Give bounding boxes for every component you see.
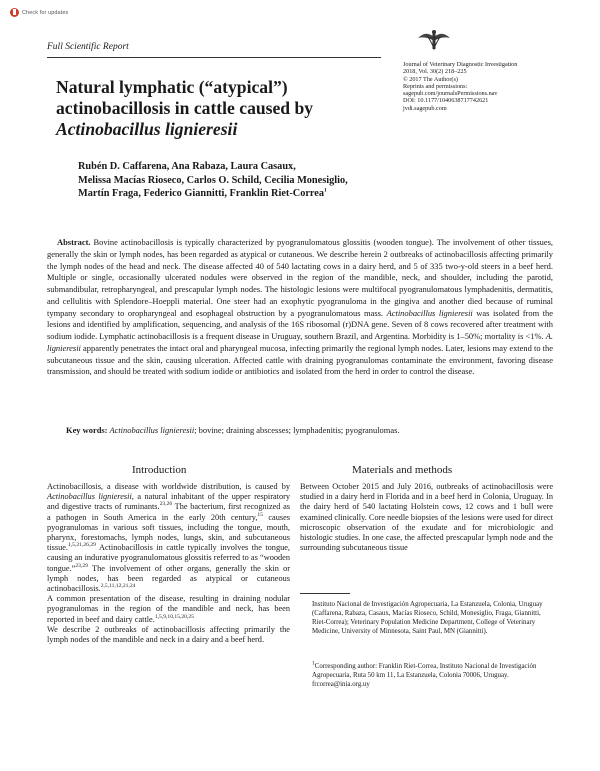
intro-text: Actinobacillosis, a disease with worldwide distribution, is caused by	[47, 482, 290, 491]
journal-name: Journal of Veterinary Diagnostic Investigation	[403, 61, 518, 68]
methods-heading: Materials and methods	[352, 464, 453, 476]
crossmark-badge[interactable]	[10, 8, 68, 17]
report-type: Full Scientific Report	[47, 42, 129, 52]
journal-url[interactable]: jvdi.sagepub.com	[403, 104, 447, 112]
abstract-species: Actinobacillus lignieresii	[386, 307, 473, 318]
footnote-mark: 1	[312, 660, 315, 667]
intro-paragraph	[47, 482, 290, 594]
crossmark-label: Check for updates	[22, 9, 69, 16]
citation[interactable]: 15	[257, 511, 263, 518]
citation[interactable]: 23,29	[75, 562, 88, 569]
journal-volume: 2018, Vol. 30(2) 218–225	[403, 68, 467, 76]
affiliation-footnote: Instituto Nacional de Investigación Agropecuaria, La Estanzuela, Colonia, Uruguay (Caffarena, Rabaza, Casaux, Macías Rioseco, Schild, Monesiglio, Fraga, Giannitti, Riet-Correa); Veterinary Population Medicine Department, College of Veterinary Medicine, University of Minnesota, Saint Paul, MN (Giannitti).	[312, 601, 543, 636]
abstract-label: Abstract.	[57, 237, 91, 247]
article-title	[56, 77, 356, 140]
permissions-link[interactable]: sagepub.com/journalsPermissions.nav	[403, 90, 498, 98]
author-line: Rubén D. Caffarena, Ana Rabaza, Laura Casaux,	[78, 161, 296, 172]
abstract	[47, 237, 553, 378]
citation[interactable]: 23,26	[159, 501, 173, 508]
intro-text: causes pyogranulomas in various soft tissues, including the tongue, mouth, pharynx, forestomachs, lymph nodes, lungs, skin, and subcutaneous tissue.	[47, 512, 290, 553]
citation[interactable]: 1,5,21,26,29	[67, 542, 96, 549]
title-text: Natural lymphatic (“atypical”) actinobacillosis in cattle caused by	[56, 77, 314, 118]
keywords-label: Key words:	[66, 425, 108, 435]
header-divider	[47, 57, 381, 58]
intro-text: Actinobacillosis in cattle typically involves the tongue, causing an indurative pyogranulomatous glossitis referred to as “wooden tongue.”	[47, 543, 290, 573]
copyright: © 2017 The Author(s)	[403, 75, 458, 83]
abstract-text: Bovine actinobacillosis is typically characterized by pyogranulomatous glossitis (wooden tongue). The involvement of other tissues, generally the skin or lymph nodes, has been regarded as atypical or cutaneous. We describe herein 2 outbreaks of actinobacillosis affecting primarily the lymph nodes of the head and neck. The disease affected 40 of 540 lactating cows in a dairy herd, and 5 of 335 two-y-old steers in a beef herd. Multiple or single, occasionally ulcerated nodules were observed in the region of the mandible, neck, and shoulder, including the parotid, submandibular, retropharyngeal, and prescapular lymph nodes. The histologic lesions were multifocal pyogranulomatous lymphadenitis, dermatitis, and cellulitis with Splendore–Hoeppli material. One steer had an exophytic pyogranuloma in the gingiva and another died because of ruminal tympany secondary to oropharyngeal and esophageal obstruction by a pyogranulomatous mass.	[47, 237, 553, 318]
keywords-list: ; bovine; draining abscesses; lymphadenitis; pyogranulomas.	[194, 425, 400, 435]
keywords	[66, 425, 553, 437]
intro-text: The bacterium, first recognized as a pathogen in South America in the early 20th century,	[47, 502, 290, 522]
introduction-heading: Introduction	[132, 464, 187, 476]
crossmark-icon	[10, 8, 19, 17]
abstract-text: was isolated from the lesions and identified by amplification, sequencing, and analysis of the 16S ribosomal (r)DNA gene. Seven of 8 cows recovered after treatment with sodium iodide. Lymphatic actinobacillosis is a frequent disease in Uruguay, southern Brazil, and Argentina. Morbidity is 1–50%; mortality is <1%.	[47, 307, 554, 341]
intro-species: Actinobacillus lignieresii	[47, 492, 132, 502]
author-footnote-mark: 1	[324, 187, 327, 194]
intro-text: , a natural inhabitant of the upper respiratory and digestive tracts of ruminants.	[47, 492, 291, 512]
citation[interactable]: 1,5,9,10,15,20,25	[154, 613, 194, 620]
author-line: Melissa Macías Rioseco, Carlos O. Schild, Cecilia Monesiglio,	[78, 174, 348, 186]
keyword-species: Actinobacillus lignieresii	[107, 425, 195, 435]
journal-info	[403, 61, 593, 112]
introduction-body	[47, 482, 290, 645]
author-list	[78, 160, 498, 201]
abstract-text: apparently penetrates the intact oral and pharyngeal mucosa, infecting primarily the regional lymph nodes. Later, lesions may extend to the subcutaneous tissue and the skin, causing ulceration. Affected cattle with draining pyogranulomas contaminate the environment, favoring disease transmission, and should be treated with sodium iodide or antibiotics and isolated from the herd in order to control the disease.	[47, 342, 553, 377]
abstract-species-short: A. lignieresii	[47, 331, 553, 353]
intro-text: The involvement of other organs, generally the skin or lymph nodes, has been regarded as atypical or cutaneous actinobacillosis.	[47, 563, 290, 594]
footnote-divider	[300, 593, 350, 594]
doi-link[interactable]: DOI: 10.1177/1040638717742621	[403, 97, 489, 105]
corresponding-text: Corresponding author: Franklin Riet-Correa, Instituto Nacional de Investigación Agropecuaria, Ruta 50 km 11, La Estanzuela, Colonia 70006, Uruguay. frcorrea@inia.org.uy	[312, 663, 537, 689]
author-line: Martín Fraga, Federico Giannitti, Franklin Riet-Correa	[78, 188, 325, 200]
aavld-logo-icon	[414, 28, 454, 52]
intro-paragraph	[47, 594, 290, 625]
citation[interactable]: 2,5,11,12,21,24	[100, 583, 136, 590]
intro-paragraph: We describe 2 outbreaks of actinobacillosis affecting primarily the lymph nodes of the mandible and neck in a dairy and a beef herd.	[47, 624, 290, 645]
title-species: Actinobacillus lignieresii	[56, 119, 238, 139]
corresponding-author	[312, 662, 550, 689]
intro-text: A common presentation of the disease, resulting in draining nodular pyogranulomas in the region of the mandible and neck, has been reported in beef and dairy cattle.	[47, 594, 290, 624]
reprints-label: Reprints and permissions:	[403, 82, 468, 90]
methods-body: Between October 2015 and July 2016, outbreaks of actinobacillosis were studied in a dairy herd in Florida and in a beef herd in Colonia, Uruguay. In the dairy herd of 540 lactating Holstein cows, 12 cows and 1 bull were examined clinically. Core needle biopsies of the lesions were used for direct microscopic observation of the exudate and for microbiologic and histologic studies. In one case, the affected prescapular lymph node and the surrounding subcutaneous tissue	[300, 482, 553, 553]
